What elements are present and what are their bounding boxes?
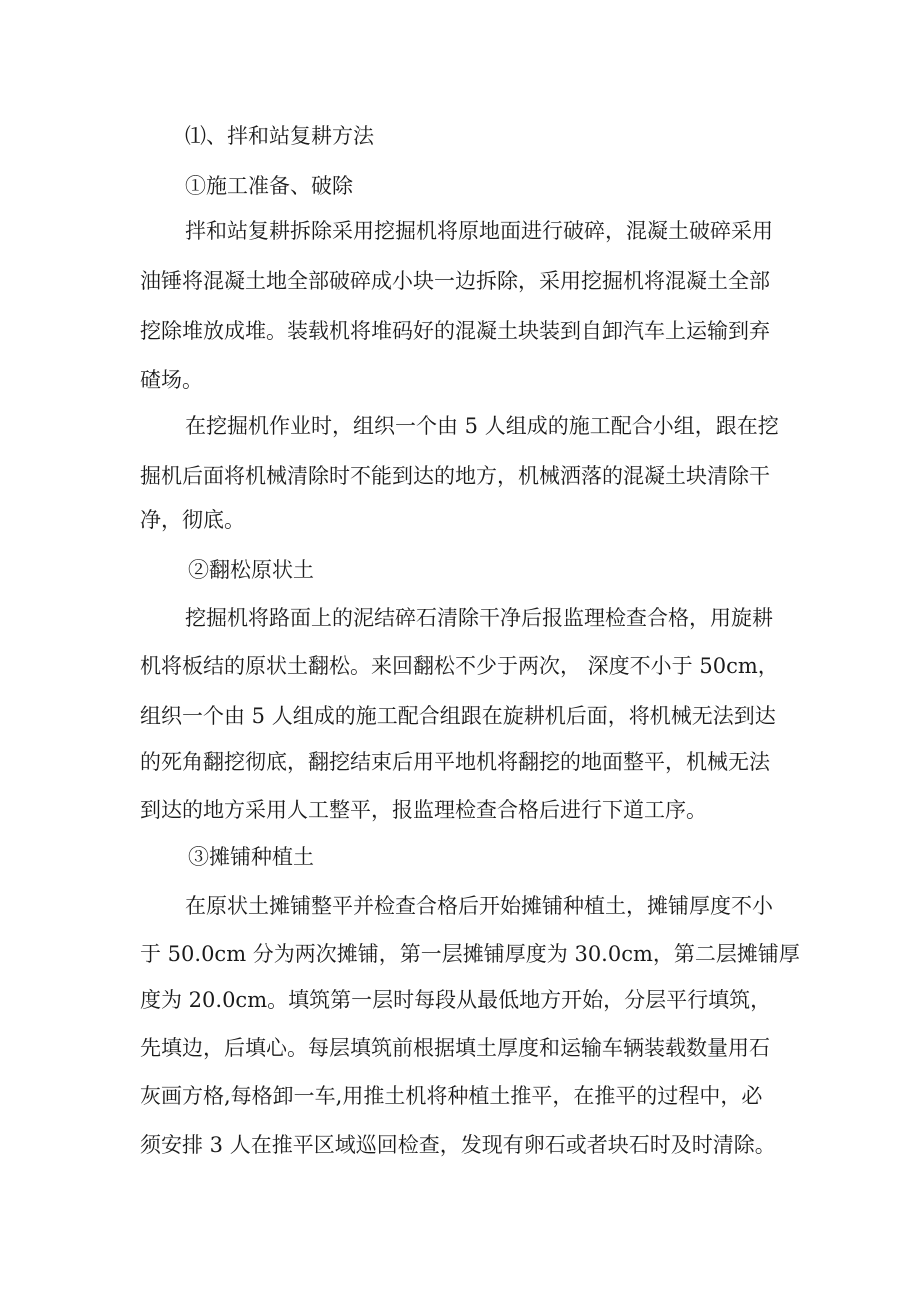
paragraph-line: 须安排 3 人在推平区域巡回检查，发现有卵石或者块石时及时清除。 [140, 1133, 776, 1157]
paragraph-line: 组织一个由 5 人组成的施工配合组跟在旋耕机后面，将机械无法到达 [140, 704, 776, 728]
paragraph-line: 到达的地方采用人工整平，报监理检查合格后进行下道工序。 [140, 798, 707, 822]
paragraph-line: 于 50.0cm 分为两次摊铺，第一层摊铺厚度为 30.0cm，第二层摊铺厚 [140, 942, 800, 966]
paragraph-line: 掘机后面将机械清除时不能到达的地方，机械洒落的混凝土块清除干 [140, 464, 770, 488]
subsection-heading: ①施工准备、破除 [185, 174, 353, 198]
paragraph-line: 净，彻底。 [140, 508, 245, 532]
paragraph-line: 挖除堆放成堆。装载机将堆码好的混凝土块装到自卸汽车上运输到弃 [140, 319, 770, 343]
paragraph-line: 度为 20.0cm。填筑第一层时每段从最低地方开始，分层平行填筑， [140, 988, 772, 1012]
paragraph-line: 机将板结的原状土翻松。来回翻松不少于两次， 深度不小于 50cm， [140, 654, 779, 678]
paragraph-line: 油锤将混凝土地全部破碎成小块一边拆除，采用挖掘机将混凝土全部 [140, 269, 770, 293]
paragraph-line: 灰画方格,每格卸一车,用推土机将种植土推平，在推平的过程中，必 [140, 1084, 763, 1108]
paragraph-line: 拌和站复耕拆除采用挖掘机将原地面进行破碎，混凝土破碎采用 [185, 219, 773, 243]
paragraph-line: 碴场。 [140, 368, 203, 392]
paragraph-line: 在原状土摊铺整平并检查合格后开始摊铺种植土，摊铺厚度不小 [185, 894, 773, 918]
section-heading: ⑴、拌和站复耕方法 [185, 124, 374, 148]
paragraph-line: 先填边，后填心。每层填筑前根据填土厚度和运输车辆装载数量用石 [140, 1036, 770, 1060]
paragraph-line: 挖掘机将路面上的泥结碎石清除干净后报监理检查合格，用旋耕 [185, 606, 773, 630]
subsection-heading: ③摊铺种植土 [188, 845, 314, 869]
paragraph-line: 在挖掘机作业时，组织一个由 5 人组成的施工配合小组，跟在挖 [185, 414, 779, 438]
subsection-heading: ②翻松原状土 [188, 558, 314, 582]
paragraph-line: 的死角翻挖彻底，翻挖结束后用平地机将翻挖的地面整平，机械无法 [140, 750, 770, 774]
